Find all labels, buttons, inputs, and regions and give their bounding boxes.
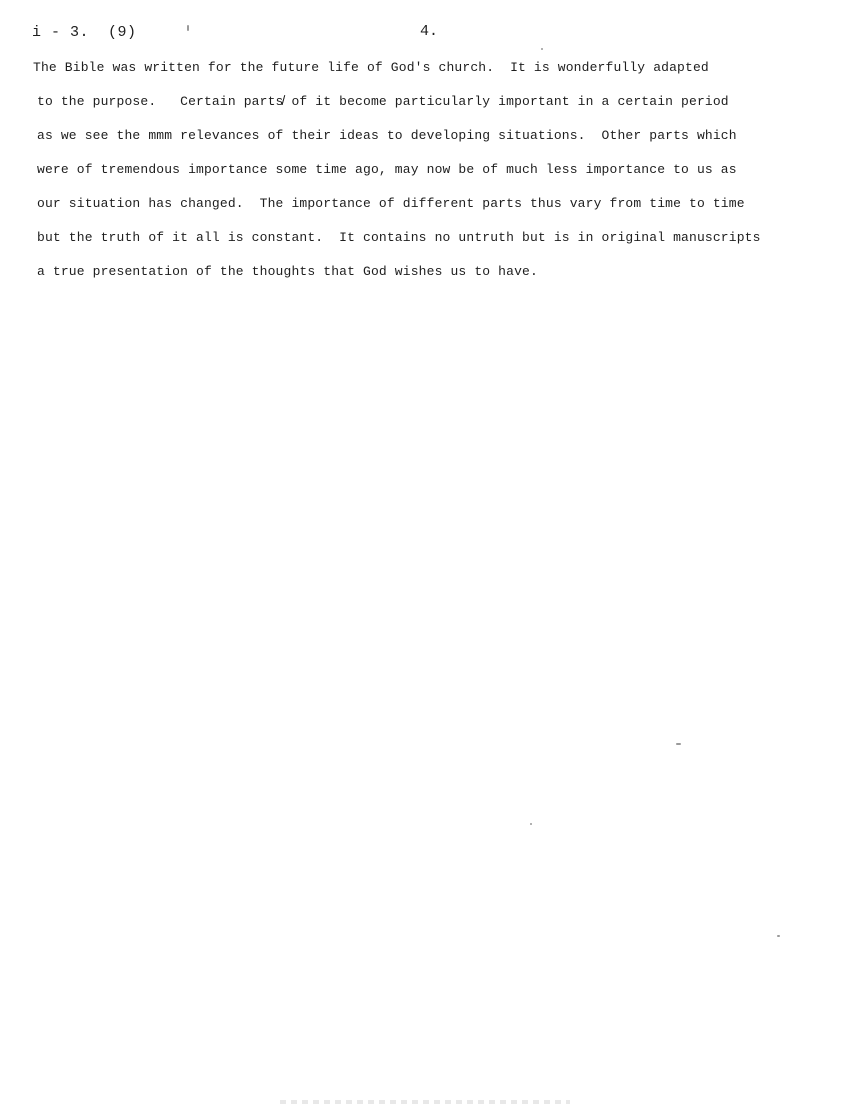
- text-line: as we see the mmm relevances of their ideas to developing situations. Other parts which: [37, 128, 737, 143]
- text-line: were of tremendous importance some time ago, may now be of much less importance to us as: [37, 162, 737, 177]
- paper-speck: [676, 743, 681, 745]
- text-line: a true presentation of the thoughts that God wishes us to have.: [37, 264, 538, 279]
- paper-speck: [777, 935, 780, 937]
- page-reference: i - 3. (9): [32, 24, 137, 41]
- paper-speck: [541, 48, 543, 50]
- text-line: but the truth of it all is constant. It contains no untruth but is in original manuscripts: [37, 230, 761, 245]
- text-line: to the purpose. Certain parts̸̸ of it become particularly important in a certain period: [37, 94, 729, 109]
- page-number: 4.: [420, 23, 439, 40]
- paper-speck: [187, 25, 189, 31]
- scan-smudge: [280, 1100, 570, 1104]
- text-line: our situation has changed. The importance of different parts thus vary from time to time: [37, 196, 745, 211]
- paper-speck: [530, 823, 532, 825]
- text-line: The Bible was written for the future life of God's church. It is wonderfully adapted: [33, 60, 709, 75]
